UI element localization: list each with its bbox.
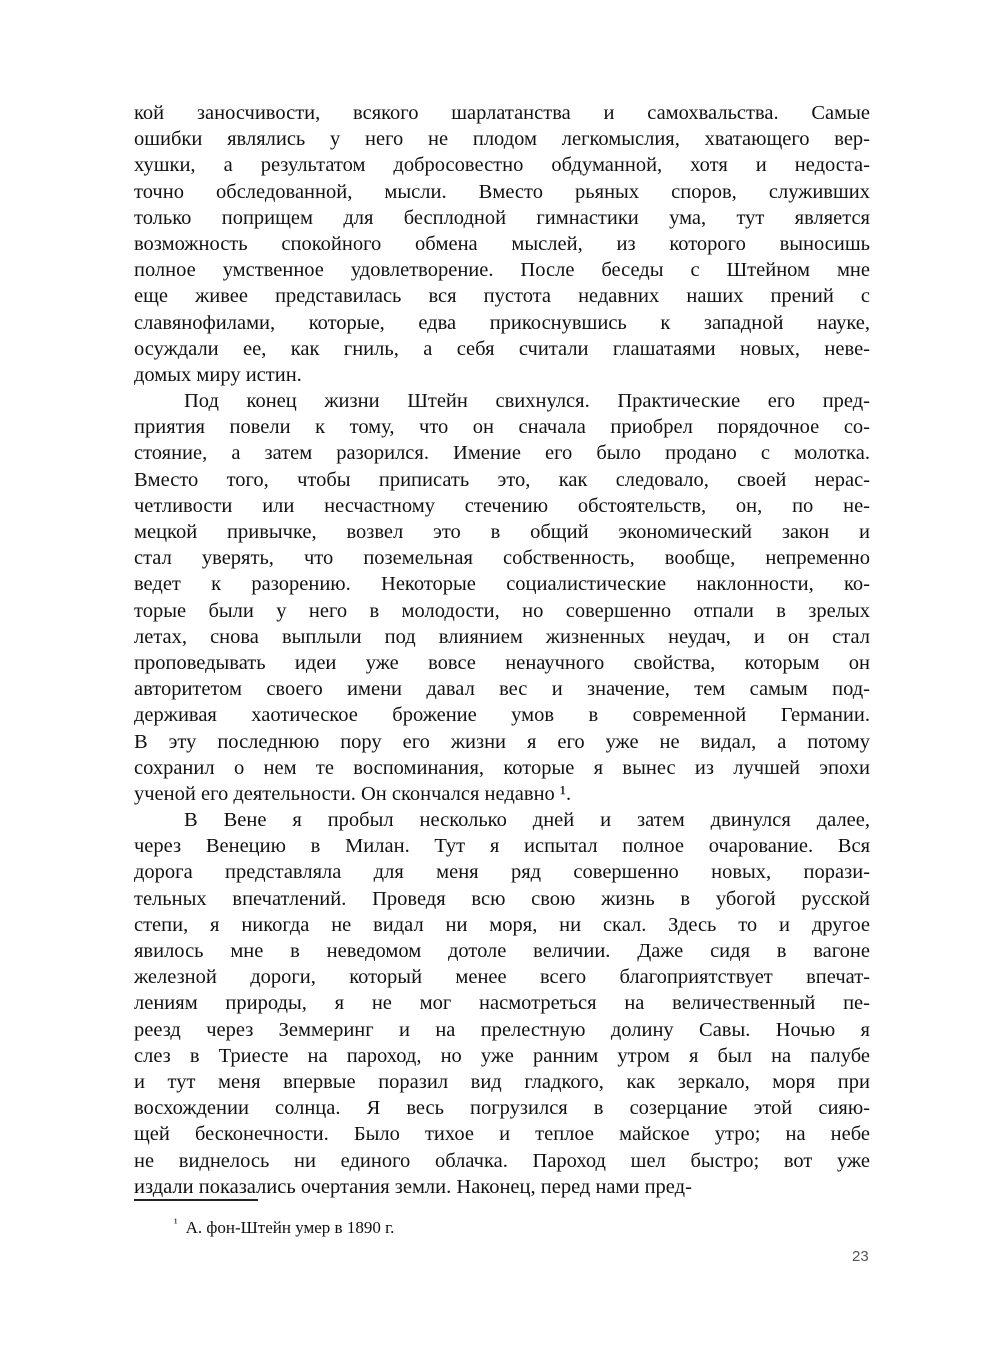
footnote bbox=[174, 1212, 394, 1239]
text-line: степи, я никогда не видал ни моря, ни скал. Здесь то и другое bbox=[134, 913, 870, 936]
text-line: реезд через Земмеринг и на прелестную долину Савы. Ночью я bbox=[134, 1018, 870, 1041]
text-line: ученой его деятельности. Он скончался недавно ¹. bbox=[134, 782, 572, 805]
text-line: Вместо того, чтобы приписать это, как следовало, своей нерас- bbox=[134, 468, 870, 491]
text-line: стал уверять, что поземельная собственность, вообще, непременно bbox=[134, 547, 870, 570]
text-line: стояние, а затем разорился. Имение его было продано с молотка. bbox=[134, 442, 870, 465]
text-line: летах, снова выплыли под влиянием жизненных неудач, и он стал bbox=[134, 625, 870, 648]
text-line: В эту последнюю пору его жизни я его уже не видал, а потому bbox=[134, 730, 870, 753]
text-line: сохранил о нем те воспоминания, которые я вынес из лучшей эпохи bbox=[134, 756, 870, 779]
text-line: лениям природы, я не мог насмотреться на величественный пе- bbox=[134, 992, 870, 1015]
footnote-divider bbox=[134, 1199, 258, 1201]
paragraph bbox=[134, 388, 870, 807]
paragraph bbox=[134, 807, 870, 1200]
text-line: только поприщем для бесплодной гимнастики ума, тут является bbox=[134, 206, 870, 229]
text-line: тельных впечатлений. Проведя всю свою жизнь в убогой русской bbox=[134, 887, 870, 910]
text-line: щей бесконечности. Было тихое и теплое майское утро; на небе bbox=[134, 1123, 870, 1146]
text-line: домых миру истин. bbox=[134, 363, 302, 386]
text-line: слез в Триесте на пароход, но уже ранним утром я был на палубе bbox=[134, 1044, 870, 1067]
text-line: торые были у него в молодости, но совершенно отпали в зрелых bbox=[134, 599, 870, 622]
text-line: четливости или несчастному стечению обстоятельств, он, по не- bbox=[134, 494, 870, 517]
paragraph bbox=[134, 100, 870, 388]
text-line: приятия повели к тому, что он сначала приобрел порядочное со- bbox=[134, 416, 870, 439]
text-line: восхождении солнца. Я весь погрузился в созерцание этой сияю- bbox=[134, 1097, 870, 1120]
text-line: полное умственное удовлетворение. После беседы с Штейном мне bbox=[134, 259, 870, 282]
text-line: хушки, а результатом добросовестно обдуманной, хотя и недоста- bbox=[134, 154, 870, 177]
text-line: точно обследованной, мысли. Вместо рьяных споров, служивших bbox=[134, 180, 870, 203]
text-line: железной дороги, который менее всего благоприятствует впечат- bbox=[134, 966, 870, 989]
body-text bbox=[134, 100, 870, 1200]
text-line: славянофилами, которые, едва прикоснувшись к западной науке, bbox=[134, 311, 870, 334]
text-line: держивая хаотическое брожение умов в современной Германии. bbox=[134, 704, 870, 727]
text-line: осуждали ее, как гниль, а себя считали глашатаями новых, неве- bbox=[134, 337, 870, 360]
text-line: издали показались очертания земли. Наконец, перед нами пред- bbox=[134, 1175, 692, 1198]
text-line: ошибки являлись у него не плодом легкомыслия, хватающего вер- bbox=[134, 128, 870, 151]
text-line: кой заносчивости, всякого шарлатанства и самохвальства. Самые bbox=[134, 102, 870, 124]
text-line: В Вене я пробыл несколько дней и затем двинулся далее, bbox=[184, 809, 870, 832]
text-line: дорога представляла для меня ряд совершенно новых, порази- bbox=[134, 861, 870, 884]
text-line: мецкой привычке, возвел это в общий экономический закон и bbox=[134, 521, 870, 543]
text-line: возможность спокойного обмена мыслей, из которого выносишь bbox=[134, 232, 870, 255]
text-line: авторитетом своего имени давал вес и значение, тем самым под- bbox=[134, 678, 870, 701]
text-line: явилось мне в неведомом дотоле величии. Даже сидя в вагоне bbox=[134, 940, 870, 962]
text-line: через Венецию в Милан. Тут я испытал полное очарование. Вся bbox=[134, 835, 870, 858]
text-line: ведет к разорению. Некоторые социалистические наклонности, ко- bbox=[134, 573, 870, 596]
footnote-text: А. фон-Штейн умер в 1890 г. bbox=[185, 1218, 395, 1237]
text-line: еще живее представилась вся пустота недавних наших прений с bbox=[134, 285, 870, 308]
text-line: и тут меня впервые поразил вид гладкого, как зеркало, моря при bbox=[134, 1070, 870, 1093]
text-line: не виднелось ни единого облачка. Пароход шел быстро; вот уже bbox=[134, 1149, 870, 1172]
footnote-marker: ¹ bbox=[174, 1216, 178, 1230]
text-line: Под конец жизни Штейн свихнулся. Практические его пред- bbox=[184, 390, 870, 413]
text-line: проповедывать идеи уже вовсе ненаучного свойства, которым он bbox=[134, 651, 870, 674]
page-number: 23 bbox=[852, 1248, 869, 1265]
